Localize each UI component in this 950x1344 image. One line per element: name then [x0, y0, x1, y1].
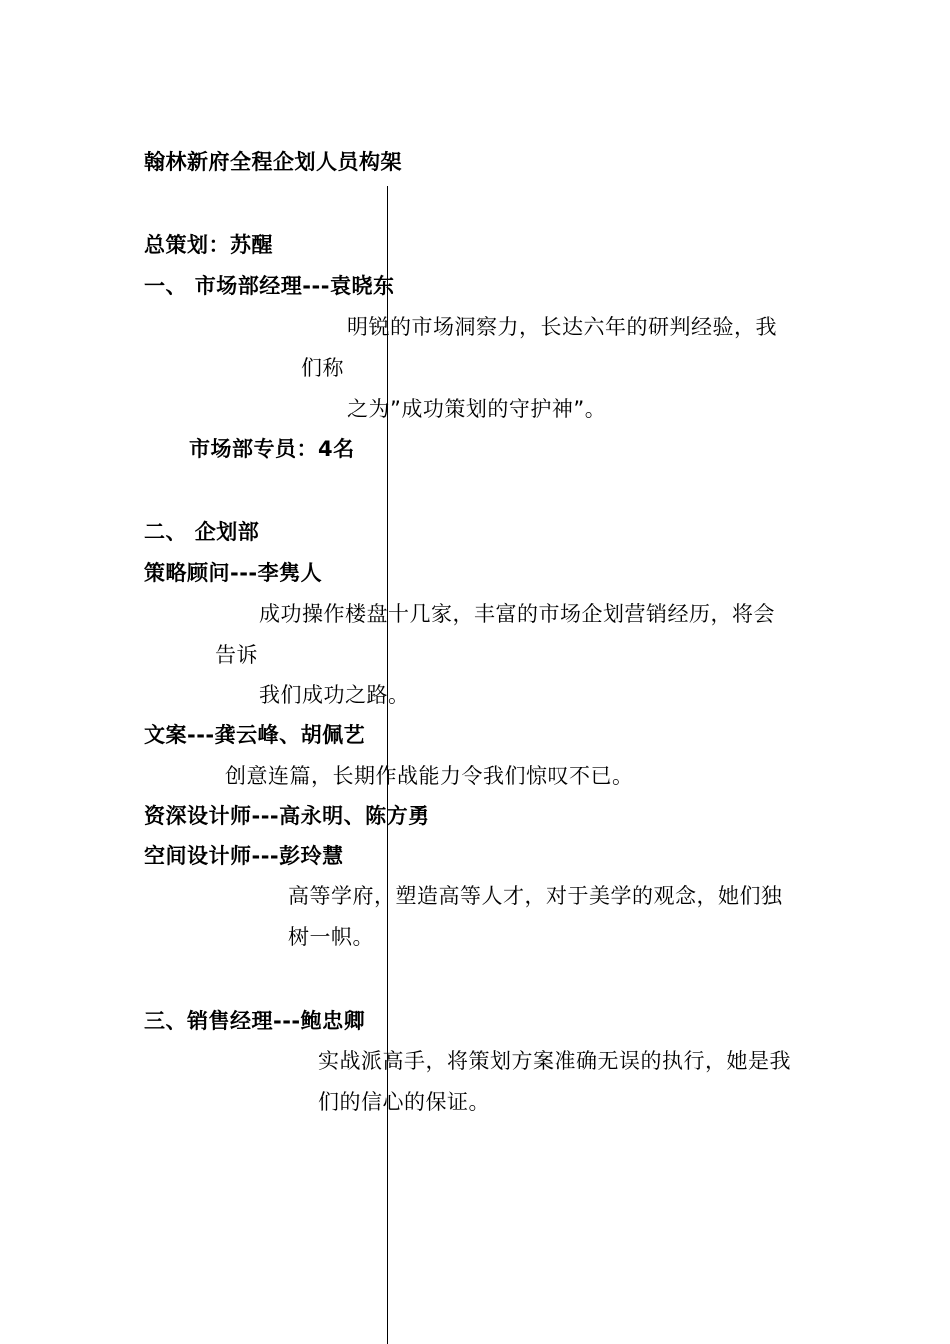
- section1-desc-line2: 们称: [301, 356, 344, 380]
- advisor-desc-line3: 我们成功之路。: [259, 683, 410, 707]
- section1-desc-line3: 之为”成功策划的守护神”。: [347, 397, 607, 421]
- copywriter: 文案---龚云峰、胡佩艺: [144, 723, 366, 747]
- senior-designer: 资深设计师---高永明、陈方勇: [144, 804, 430, 828]
- document-title: 翰林新府全程企划人员构架: [144, 150, 402, 174]
- space-designer: 空间设计师---彭玲慧: [144, 844, 344, 868]
- section3-desc-line2: 们的信心的保证。: [318, 1090, 490, 1114]
- advisor-desc-line1: 成功操作楼盘十几家，丰富的市场企划营销经历，将会: [259, 602, 775, 626]
- section1-staff: 市场部专员：4名: [189, 437, 355, 461]
- chief-planner: 总策划：苏醒: [144, 233, 273, 257]
- copywriter-desc: 创意连篇，长期作战能力令我们惊叹不已。: [225, 764, 634, 788]
- advisor-desc-line2: 告诉: [215, 643, 258, 667]
- section1-desc-line1: 明锐的市场洞察力，长达六年的研判经验，我: [347, 315, 777, 339]
- section2-heading: 二、 企划部: [144, 520, 260, 544]
- designer-desc-line1: 高等学府，塑造高等人才，对于美学的观念，她们独: [288, 884, 783, 908]
- section3-heading: 三、销售经理---鲍忠卿: [144, 1009, 366, 1033]
- section3-desc-line1: 实战派高手，将策划方案准确无误的执行，她是我: [318, 1049, 791, 1073]
- designer-desc-line2: 树一帜。: [288, 925, 374, 949]
- strategy-advisor: 策略顾问---李隽人: [144, 561, 323, 585]
- section1-heading: 一、 市场部经理---袁晓东: [144, 274, 395, 298]
